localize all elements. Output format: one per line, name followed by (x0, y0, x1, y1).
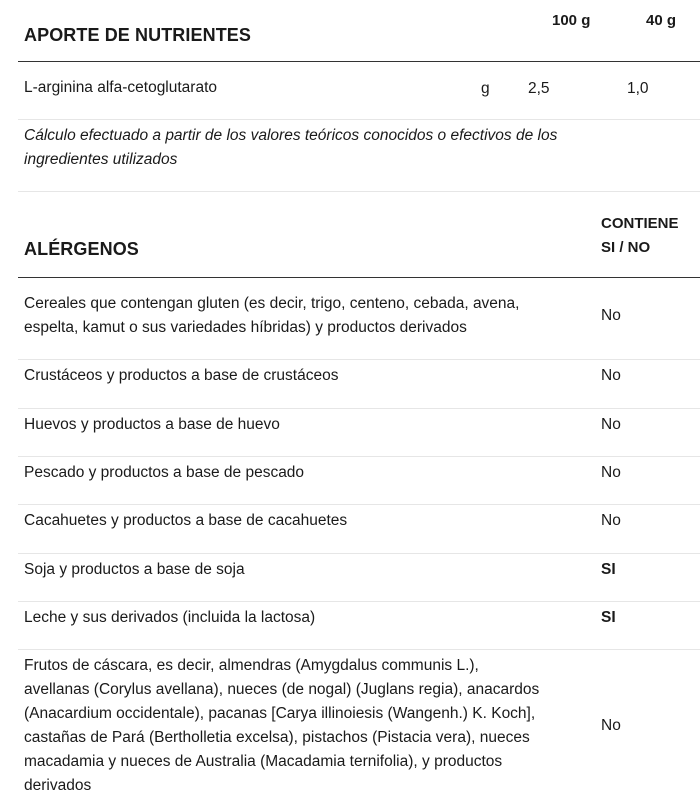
col-header-100g: 100 g (552, 12, 591, 29)
allergen-line: Frutos de cáscara, es decir, almendras (Amygdalus communis L.), (24, 657, 479, 674)
allergen-col-header (601, 212, 679, 260)
row-divider (18, 649, 700, 650)
note-line: ingredientes utilizados (24, 151, 178, 168)
allergen-row-label (24, 654, 594, 798)
allergen-line: espelta, kamut o sus variedades híbridas) y productos derivados (24, 319, 467, 336)
nutrient-value-100g: 2,5 (528, 80, 550, 97)
allergen-row-label: Crustáceos y productos a base de crustáceos (24, 367, 339, 384)
allergen-row-label (24, 292, 584, 340)
allergen-value: No (601, 717, 621, 734)
row-divider (18, 119, 700, 120)
section-divider (18, 191, 700, 192)
nutrients-title: APORTE DE NUTRIENTES (24, 25, 252, 45)
allergen-line: (Anacardium occidentale), pacanas [Carya illinoiesis (Wangenh.) K. Koch], (24, 705, 536, 722)
allergen-value: No (601, 416, 621, 433)
allergen-line: derivados (24, 777, 92, 794)
allergen-row-label: Leche y sus derivados (incluida la lactosa) (24, 609, 316, 626)
allergens-header-rule (18, 277, 700, 278)
nutrient-name: L-arginina alfa-cetoglutarato (24, 79, 218, 96)
col-header-40g: 40 g (646, 12, 677, 29)
nutrients-header-rule (18, 61, 700, 62)
allergen-row-label: Pescado y productos a base de pescado (24, 464, 305, 481)
allergen-value: No (601, 367, 621, 384)
row-divider (18, 456, 700, 457)
allergen-row-label: Soja y productos a base de soja (24, 561, 245, 578)
row-divider (18, 553, 700, 554)
row-divider (18, 359, 700, 360)
col-header-line: CONTIENE (601, 215, 679, 232)
row-divider (18, 601, 700, 602)
allergen-value: No (601, 307, 621, 324)
allergen-line: castañas de Pará (Bertholletia excelsa), pistachos (Pistacia vera), nueces (24, 729, 530, 746)
allergens-title: ALÉRGENOS (24, 239, 139, 259)
allergen-row-label: Cacahuetes y productos a base de cacahuetes (24, 512, 348, 529)
col-header-line: SI / NO (601, 239, 651, 256)
allergen-line: Cereales que contengan gluten (es decir, trigo, centeno, cebada, avena, (24, 295, 520, 312)
allergen-value: No (601, 512, 621, 529)
note-line: Cálculo efectuado a partir de los valores teóricos conocidos o efectivos de los (24, 127, 558, 144)
allergen-value: SI (601, 561, 616, 578)
allergen-row-label: Huevos y productos a base de huevo (24, 416, 280, 433)
row-divider (18, 408, 700, 409)
nutrient-unit: g (481, 80, 490, 97)
allergen-line: avellanas (Corylus avellana), nueces (de nogal) (Juglans regia), anacardos (24, 681, 540, 698)
nutrients-note (24, 124, 557, 172)
allergen-value: SI (601, 609, 616, 626)
nutrient-value-40g: 1,0 (627, 80, 649, 97)
allergen-value: No (601, 464, 621, 481)
row-divider (18, 504, 700, 505)
allergen-line: macadamia y nueces de Australia (Macadamia ternifolia), y productos (24, 753, 503, 770)
